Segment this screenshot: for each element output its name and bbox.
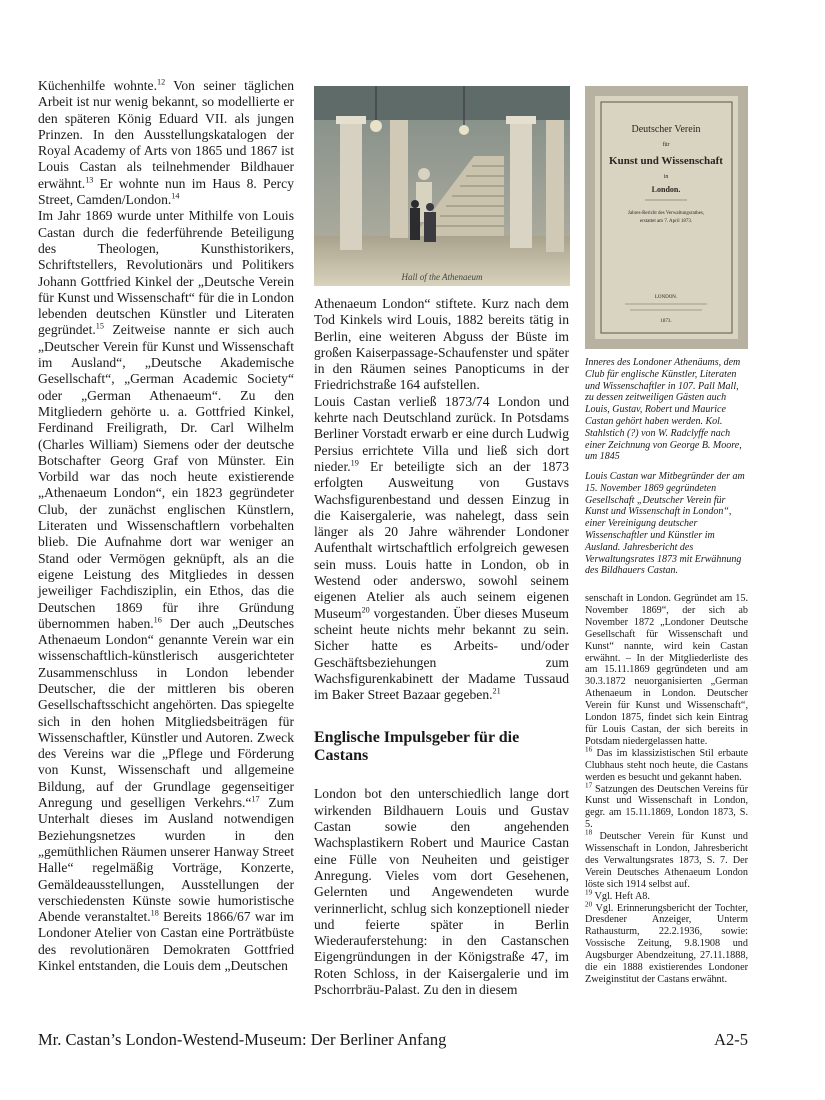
section-heading: Englische Impulsgeber für die Castans	[314, 729, 520, 765]
svg-text:1873.: 1873.	[660, 319, 672, 324]
svg-text:Kunst und Wissenschaft: Kunst und Wissenschaft	[609, 155, 723, 167]
footnote: $^{20}$ Vgl. Erinnerungsbericht der Tochter, Dresdener Anzeiger, Unterm Rathausturm, 22.2.1936, sowie: Vossische Zeitung, 9.8.1908 und Augsburger Abendzeitung, 27.11.1888, die ein 1888 existierendes Londoner Zweiginstitut der Castans erwähnt.	[585, 900, 748, 985]
athenaeum-engraving-image	[314, 86, 570, 286]
footnote: $^{17}$ Satzungen des Deutschen Vereins für Kunst und Wissenschaft in London, gegr. am 15.11.1869, London 1873, S. 5.	[585, 781, 748, 831]
image-caption: Inneres des Londoner Athenäums, dem Club für englische Künstler, Literaten und Wissenschaftler in 107. Pall Mall, zu dessen zeitweiligen Gästen auch Louis, Gustav, Robert und Maurice Castan gehört haben werden. Kol. Stahlstich (?) von W. Radclyffe nach einer Zeichnung von George B. Moore, um 1845	[585, 357, 742, 463]
svg-text:Deutscher Verein: Deutscher Verein	[631, 124, 701, 135]
svg-text:für: für	[662, 142, 670, 148]
paragraph: Athenaeum London“ stiftete. Kurz nach dem Tod Kinkels wird Louis, 1882 bereits tätig in Berlin, eine weiteren Abguss der Büste im großen Kaiserpassage-Schaufenster und später in den Räumen seines Panopticums in der Friedrichstraße 164 aufstellen.	[314, 296, 569, 393]
paragraph: London bot den unterschiedlich lange dort wirkenden Bildhauern Louis und Gustav Castan sowie den angehenden Wachsplastikern Robert und Maurice Castan eine Fülle von Neuheiten und geistiger Anregung. Vieles vom dort Gesehenen, Gelernten und Angewendeten wurde verinnerlicht, schlug sich konzeptionell nieder und feierte später in Berlin Wiederauferstehung: in den Castanschen Eigengründungen in der Königstraße 47, im Roten Schloss, in der Kaisergalerie und im Pschorrbräu-Palast. Zu den in diesem	[314, 786, 569, 997]
paragraph: Louis Castan verließ 1873/74 London und kehrte nach Deutschland zurück. In Potsdams Berliner Vorstadt erwarb er eine durch Ludwig Persius errichtete Villa und ließ sich dort nieder.$^{19}$ Er beteiligte sich an der 1873 erfolgten Ausweitung von Gustavs Wachsfigurenbestand und dessen Einzug in die Kaisergalerie, was nahelegt, dass sein länger als 20 Jahre währender Londoner Aufenthalt wirtschaftlich erfolgreich gewesen sein muss. Louis hatte in London, ob in Westend oder anderswo, sowohl seinem eigenen Atelier als auch seinem eigenen Museum$^{20}$ vorgestanden. Über dieses Museum scheint heute nichts mehr bekannt zu sein. Sicher hatte es Arbeits- und/oder Geschäftsbeziehungen zum Wachsfigurenkabinett der Madame Tussaud im Baker Street Bazaar gegeben.$^{21}$	[314, 393, 569, 703]
svg-text:Jahres-Bericht des Verwaltungs: Jahres-Bericht des Verwaltungsrathes,	[627, 211, 705, 216]
svg-text:LONDON.: LONDON.	[654, 295, 678, 300]
page-number: A2-5	[714, 1030, 748, 1049]
footnote: $^{19}$ Vgl. Heft A8.	[585, 888, 650, 902]
svg-text:in: in	[663, 174, 669, 180]
image-caption: Louis Castan war Mitbegründer der am 15. November 1869 gegründeten Gesellschaft „Deutscher Verein für Kunst und Wissenschaft in London“, einer Vereinigung deutscher Wissenschaftler und Künstler im Ausland. Jahresbericht des Verwaltungsrates 1873 mit Erwähnung des Bildhauers Castan.	[585, 471, 745, 577]
paragraph: Im Jahr 1869 wurde unter Mithilfe von Louis Castan durch die federführende Beteiligung des Theologen, Kunsthistorikers, Schriftstellers, Revolutionärs und Politikers Johann Gottfried Kinkel der „Deutsche Verein für Kunst und Wissenschaft“ für die in London lebenden deutschen Künstler und Literaten gegründet.$^{15}$ Zeitweise nannte er sich auch „Deutscher Verein für Kunst und Wissenschaft im Ausland“, „Deutsche Akademische Gesellschaft“, „German Academic Society“ oder „German Athenaeum“. Zu den Mitgliedern gehörte u. a. Gottfried Kinkel, Ferdinand Freiligrath, Dr. Carl Wilhelm (Charles William) Siemens oder der deutsche Botschafter Georg Graf von Münster. Ein Vorbild war das noch heute existierende „Athenaeum London“, ein 1823 gegründeter Club, der zunächst englischen Künstlern, Literaten und Wissenschaftlern vorbehalten blieb. Die Aufnahme dort war weniger an Stand oder Vermögen geknüpft, als an die eigene Leistung des Mitgliedes in dessen jeweiliger Fachdisziplin, ein Ethos, das die Deutschen 1869 für ihre Gründung übernommen haben.$^{16}$ Der auch „Deutsches Athenaeum London“ genannte Verein war ein wissenschaftlich-künstlerisch ausgerichteter Zusammenschluss in London lebender Deutscher, die der mittleren bis oberen Gesellschaftsschicht angehörten. Das spiegelte sich in den hohen Mitgliedsbeiträgen für Wissenschaftler, Künstler und Autoren. Zweck des Vereins war die „Pflege und Förderung von Kunst, Wissenschaft und allgemeine Bildung, auf der Grundlage gegenseitiger Anregung und geselligen Verkehrs.“$^{17}$ Zum Unterhalt dieses im Ausland notwendigen Beziehungsnetzes wurden in den „gemüthlichen Räumen unserer Hanway Street Halle“ regelmäßig Vorträge, Konzerte, Gemäldeausstellungen, Ausstellungen der verschiedensten Künste sowie humoristische Abende veranstaltet.$^{18}$ Bereits 1866/67 war im Londoner Atelier von Castan eine Porträtbüste des revolutionären Demokraten Gottfried Kinkel entstanden, die Louis dem „Deutschen	[38, 208, 295, 974]
svg-text:London.: London.	[651, 185, 681, 194]
paragraph: Küchenhilfe wohnte.$^{12}$ Von seiner täglichen Arbeit ist nur wenig bekannt, so modellierte er den späteren König Eduard VII. als jungen Prinzen. In den Ausstellungskatalogen der Royal Academy of Arts von 1865 und 1867 ist Louis Castan als teilnehmender Bildhauer erwähnt.$^{13}$ Er wohnte nun im Haus 8. Percy Street, Camden/London.$^{14}$	[38, 77, 294, 208]
body-column-2	[314, 296, 569, 998]
footnote: senschaft in London. Gegründet am 15. November 1869“, der sich ab November 1872 „Londoner Deutsche Gesellschaft für Wissenschaft und Kunst“ nannte, wird kein Castan erwähnt. – In der Mitgliederliste des am 15.11.1869 gegründeten und am 30.3.1872 neuorganisierten „German Athenaeum in London. Deutscher Verein für Kunst und Wissenschaft“, London 1875, findet sich kein Eintrag für Louis Castan, der sich bereits in Potsdam niedergelassen hatte.	[585, 593, 748, 747]
footnote: $^{16}$ Das im klassizistischen Stil erbaute Clubhaus steht noch heute, die Castans werden es besucht und gekannt haben.	[585, 745, 748, 783]
footnotes-column	[585, 593, 748, 986]
footnote: $^{18}$ Deutscher Verein für Kunst und Wissenschaft in London, Jahresbericht des Verwaltungsrates 1873, S. 7. Der Verein Deutsches Athenaeum London löste sich 1914 selbst auf.	[585, 828, 748, 890]
body-column-1	[38, 78, 294, 974]
running-footer-title: Mr. Castan’s London-Westend-Museum: Der Berliner Anfang	[38, 1030, 447, 1049]
annual-report-title-page-image	[585, 86, 748, 349]
svg-text:erstattet am 7. April 1873.: erstattet am 7. April 1873.	[639, 219, 693, 224]
engraving-inscription: Hall of the Athenaeum	[401, 272, 483, 282]
